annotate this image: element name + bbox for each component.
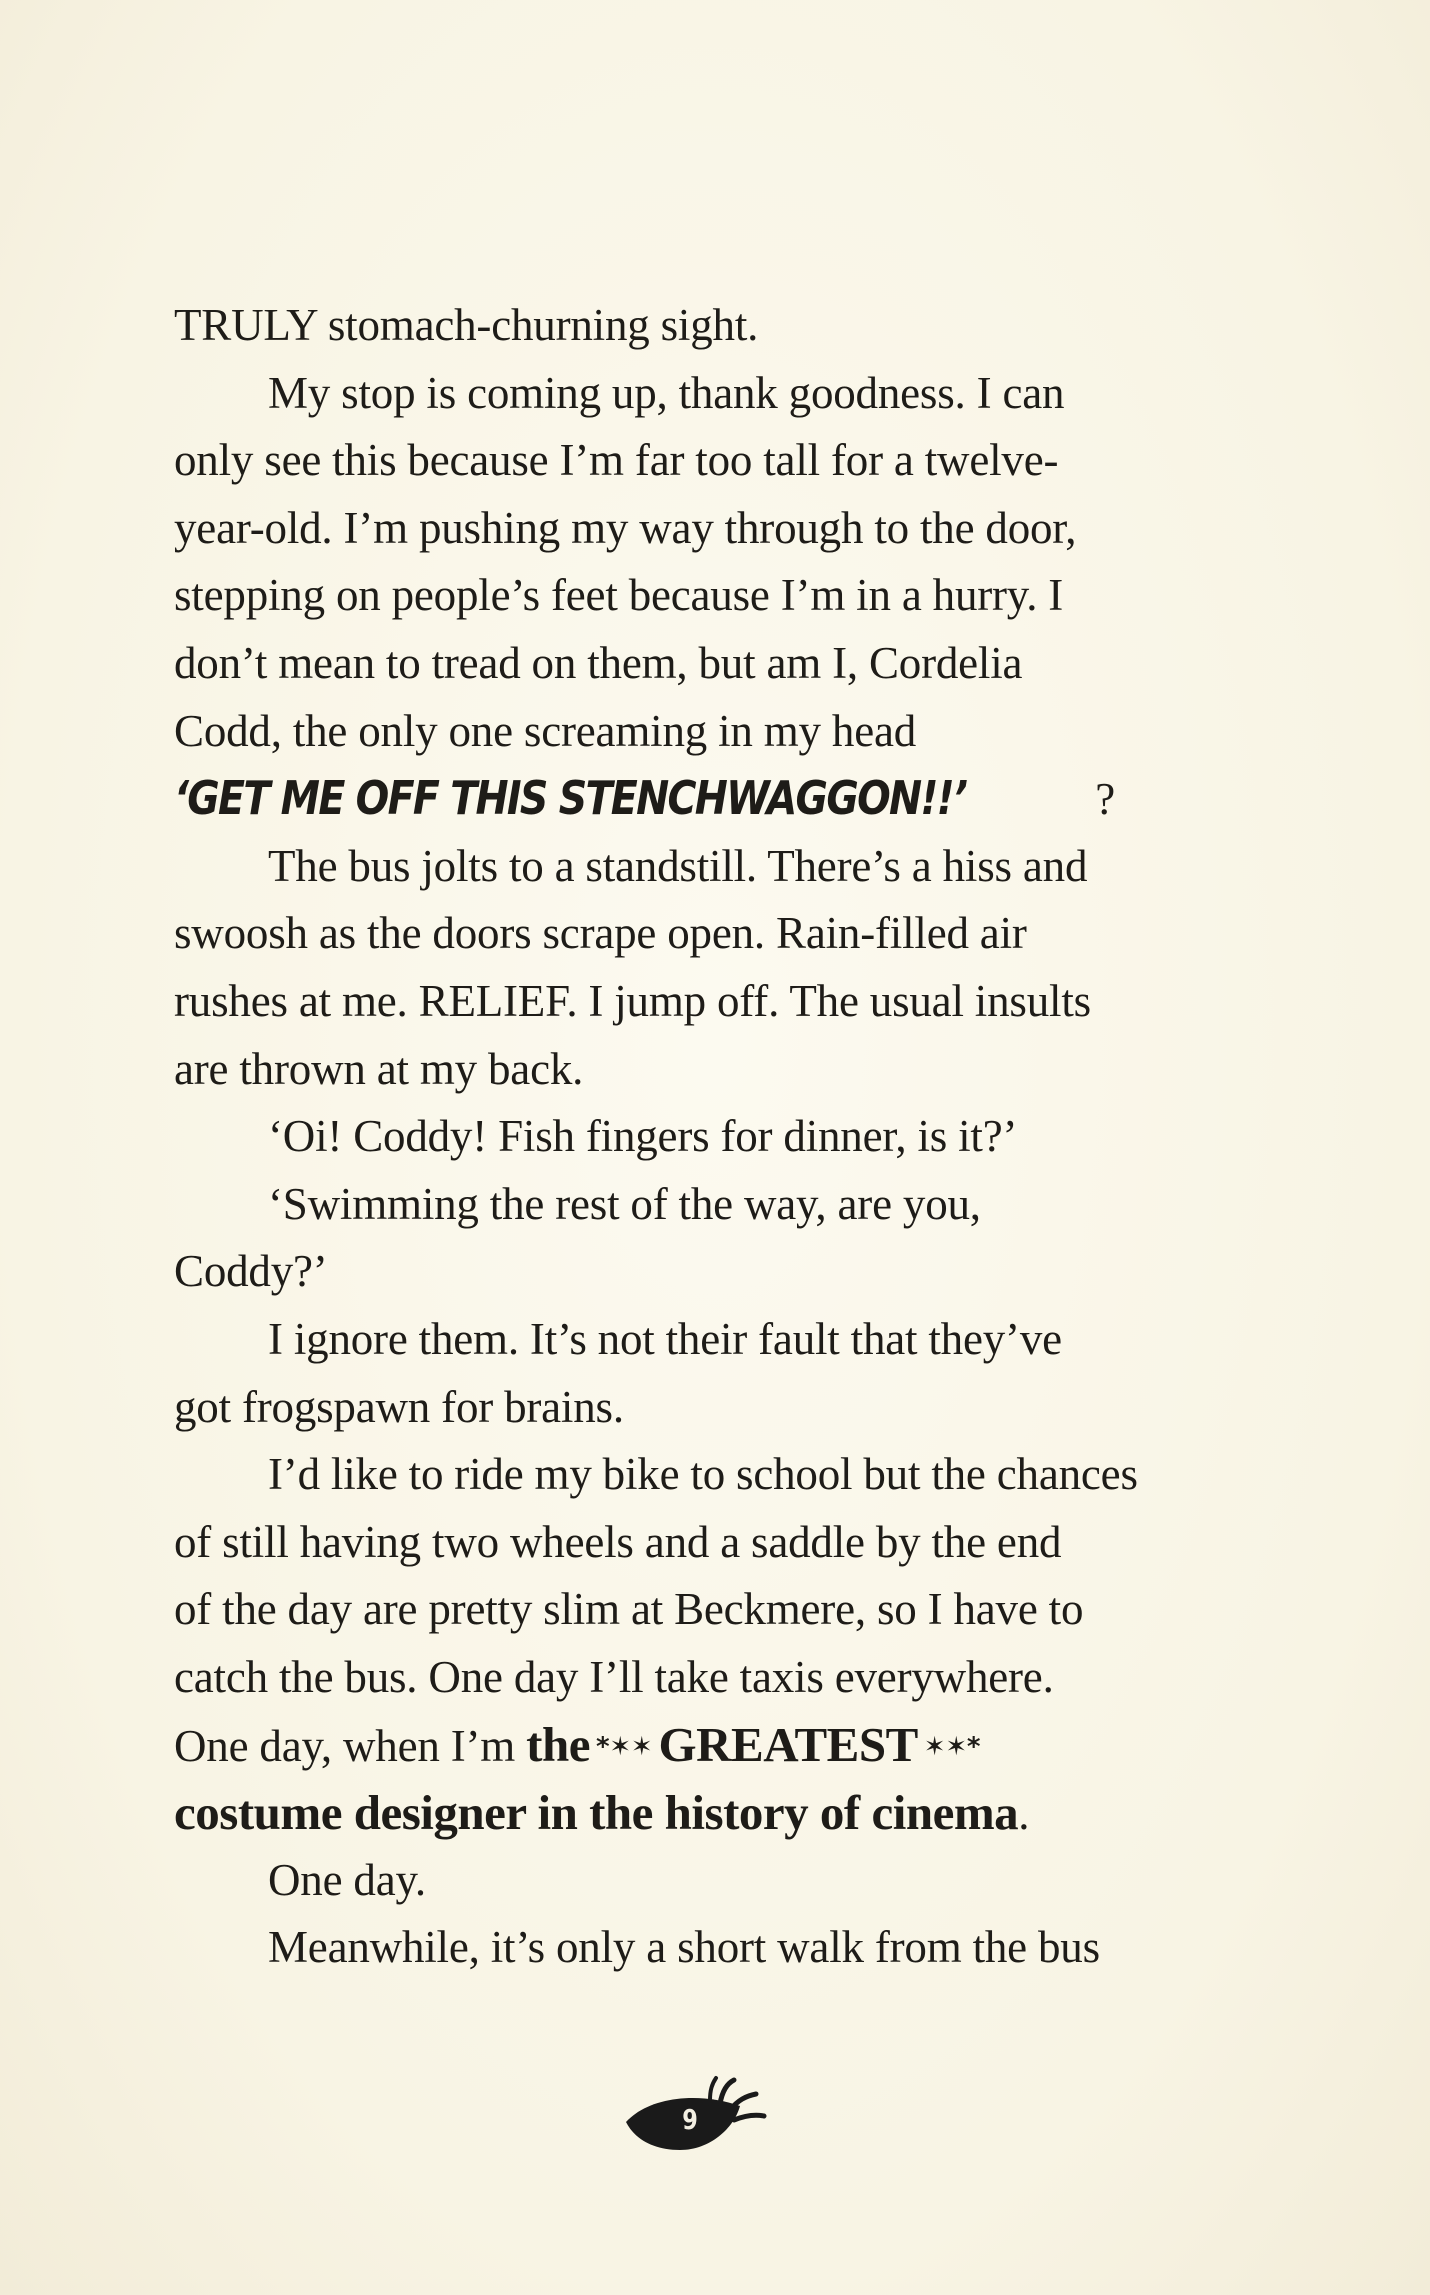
emphasis-rest: costume designer in the history of cinema bbox=[174, 1785, 1019, 1841]
body-text bbox=[174, 292, 1254, 1982]
sparkle-stars-right-icon: ✶✶* bbox=[923, 1732, 981, 1763]
eye-badge-icon bbox=[622, 2070, 812, 2160]
shout-question-mark: ? bbox=[1095, 774, 1116, 825]
text-line: ‘Oi! Coddy! Fish fingers for dinner, is it?’ bbox=[268, 1111, 1018, 1162]
text-line: I’d like to ride my bike to school but the chances bbox=[268, 1449, 1138, 1500]
text-line: stepping on people’s feet because I’m in a hurry. I bbox=[174, 570, 1064, 621]
emphasis-greatest: GREATEST bbox=[658, 1717, 918, 1773]
text-line: are thrown at my back. bbox=[174, 1043, 584, 1094]
text-line: got frogspawn for brains. bbox=[174, 1381, 624, 1432]
text-line: catch the bus. One day I’ll take taxis everywhere. bbox=[174, 1651, 1054, 1702]
text-line: Coddy?’ bbox=[174, 1246, 328, 1297]
text-line: don’t mean to tread on them, but am I, Cordelia bbox=[174, 637, 1023, 688]
text-line: swoosh as the doors scrape open. Rain-filled air bbox=[174, 908, 1027, 959]
text-line: year-old. I’m pushing my way through to the door, bbox=[174, 502, 1077, 553]
text-line: The bus jolts to a standstill. There’s a hiss and bbox=[268, 840, 1088, 891]
text-line: I ignore them. It’s not their fault that they’ve bbox=[268, 1313, 1062, 1364]
page-number: 9 bbox=[682, 2103, 698, 2136]
text-line: Codd, the only one screaming in my head bbox=[174, 705, 917, 756]
text-line: of still having two wheels and a saddle by the end bbox=[174, 1516, 1062, 1567]
emphasis-line bbox=[174, 1779, 1254, 1847]
emphasis-the: the bbox=[526, 1717, 590, 1773]
emphasis-line bbox=[174, 1711, 1254, 1779]
text-line: One day. bbox=[268, 1854, 426, 1905]
shout-line bbox=[174, 765, 1254, 833]
text-line: rushes at me. RELIEF. I jump off. The usual insults bbox=[174, 975, 1091, 1026]
text-line: My stop is coming up, thank goodness. I can bbox=[268, 367, 1065, 418]
sparkle-stars-left-icon: *✶✶ bbox=[595, 1732, 653, 1763]
text-line: Meanwhile, it’s only a short walk from the bus bbox=[268, 1922, 1100, 1973]
shout-text: ‘GET ME OFF THIS STENCHWAGGON!!’ bbox=[174, 771, 967, 826]
text-line: ‘Swimming the rest of the way, are you, bbox=[268, 1178, 981, 1229]
emphasis-period: . bbox=[1018, 1789, 1030, 1840]
page-number-badge bbox=[622, 2070, 812, 2160]
text-line: TRULY stomach-churning sight. bbox=[174, 300, 759, 350]
text-line: only see this because I’m far too tall for a twelve- bbox=[174, 435, 1059, 486]
emphasis-lead: One day, when I’m bbox=[174, 1721, 527, 1772]
text-line: of the day are pretty slim at Beckmere, so I have to bbox=[174, 1584, 1084, 1635]
